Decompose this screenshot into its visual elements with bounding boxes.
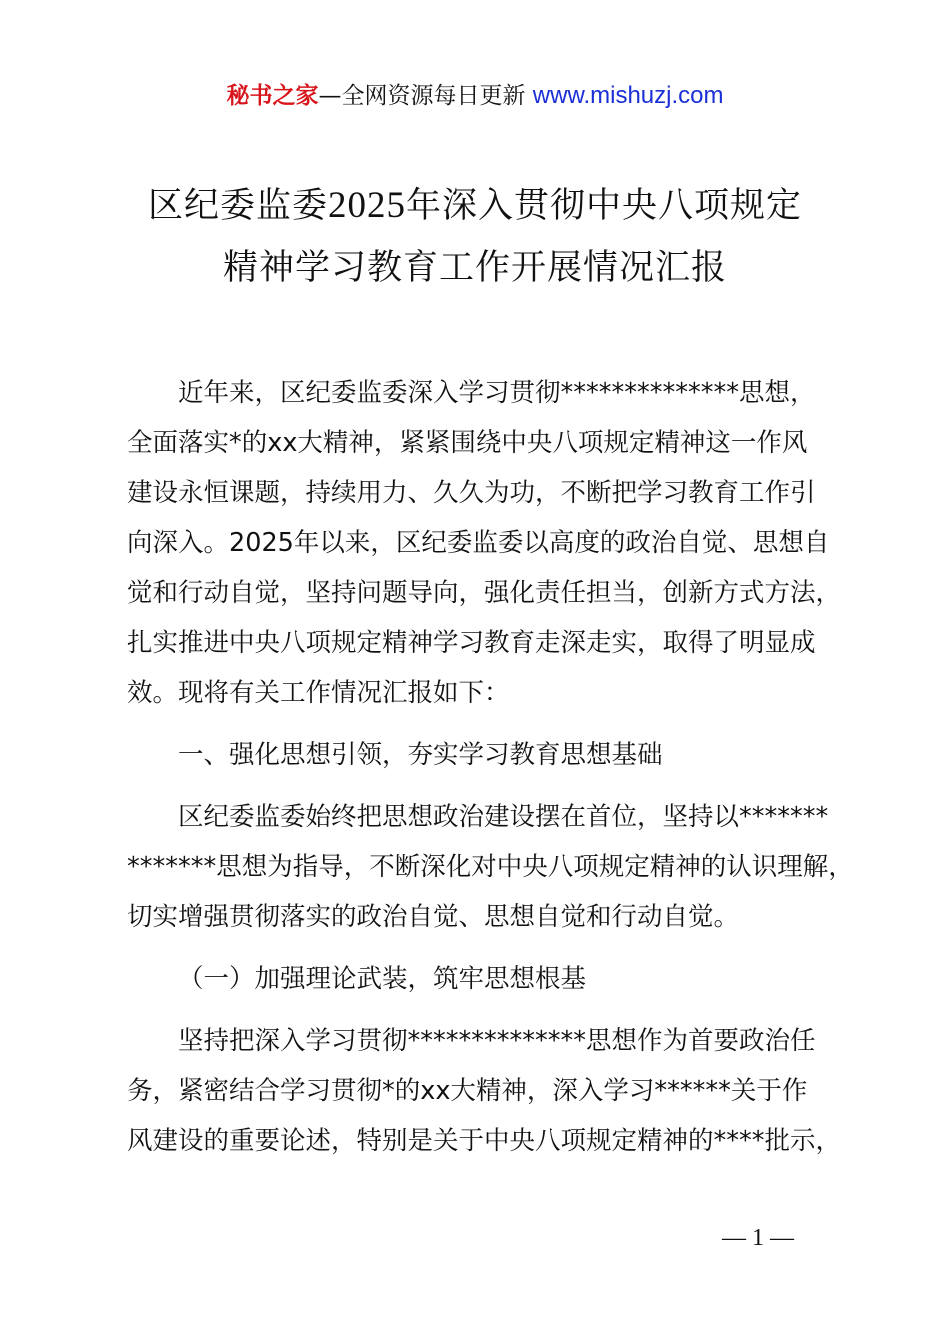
paragraph-line: 近年来，区纪委监委深入学习贯彻**************思想，	[178, 378, 816, 408]
paragraph-line: 向深入。2025年以来，区纪委监委以高度的政治自觉、思想自	[127, 528, 830, 558]
site-banner	[0, 80, 950, 112]
site-url-link[interactable]: www.mishuzj.com	[532, 82, 724, 109]
document-title-line-1	[0, 184, 950, 228]
paragraph-line: 切实增强贯彻落实的政治自觉、思想自觉和行动自觉。	[127, 902, 740, 932]
title-suffix: 年深入贯彻中央八项规定	[406, 186, 803, 226]
section-heading: 一、强化思想引领，夯实学习教育思想基础	[178, 740, 663, 770]
paragraph-line: *******思想为指导，不断深化对中央八项规定精神的认识理解，	[127, 852, 854, 882]
title-year: 2025	[328, 185, 406, 226]
paragraph-line: 区纪委监委始终把思想政治建设摆在首位，坚持以*******	[178, 802, 829, 832]
paragraph-line: 建设永恒课题，持续用力、久久为功，不断把学习教育工作引	[127, 478, 816, 508]
document-title-line-2: 精神学习教育工作开展情况汇报	[222, 248, 727, 288]
subsection-heading: （一）加强理论武装，筑牢思想根基	[178, 964, 587, 994]
paragraph-line: 扎实推进中央八项规定精神学习教育走深走实，取得了明显成	[127, 628, 816, 658]
banner-tagline: —全网资源每日更新	[318, 83, 526, 109]
paragraph-line: 觉和行动自觉，坚持问题导向，强化责任担当，创新方式方法，	[127, 578, 842, 608]
page-number: — 1 —	[722, 1225, 794, 1251]
paragraph-line: 务，紧密结合学习贯彻*的xx大精神，深入学习******关于作	[127, 1076, 808, 1106]
paragraph-line: 效。现将有关工作情况汇报如下：	[127, 678, 510, 708]
title-prefix: 区纪委监委	[147, 186, 328, 226]
brand-name: 秘书之家	[226, 83, 319, 109]
paragraph-line: 坚持把深入学习贯彻**************思想作为首要政治任	[178, 1026, 816, 1056]
paragraph-line: 风建设的重要论述，特别是关于中央八项规定精神的****批示，	[127, 1126, 842, 1156]
paragraph-line: 全面落实*的xx大精神，紧紧围绕中央八项规定精神这一作风	[127, 428, 808, 458]
